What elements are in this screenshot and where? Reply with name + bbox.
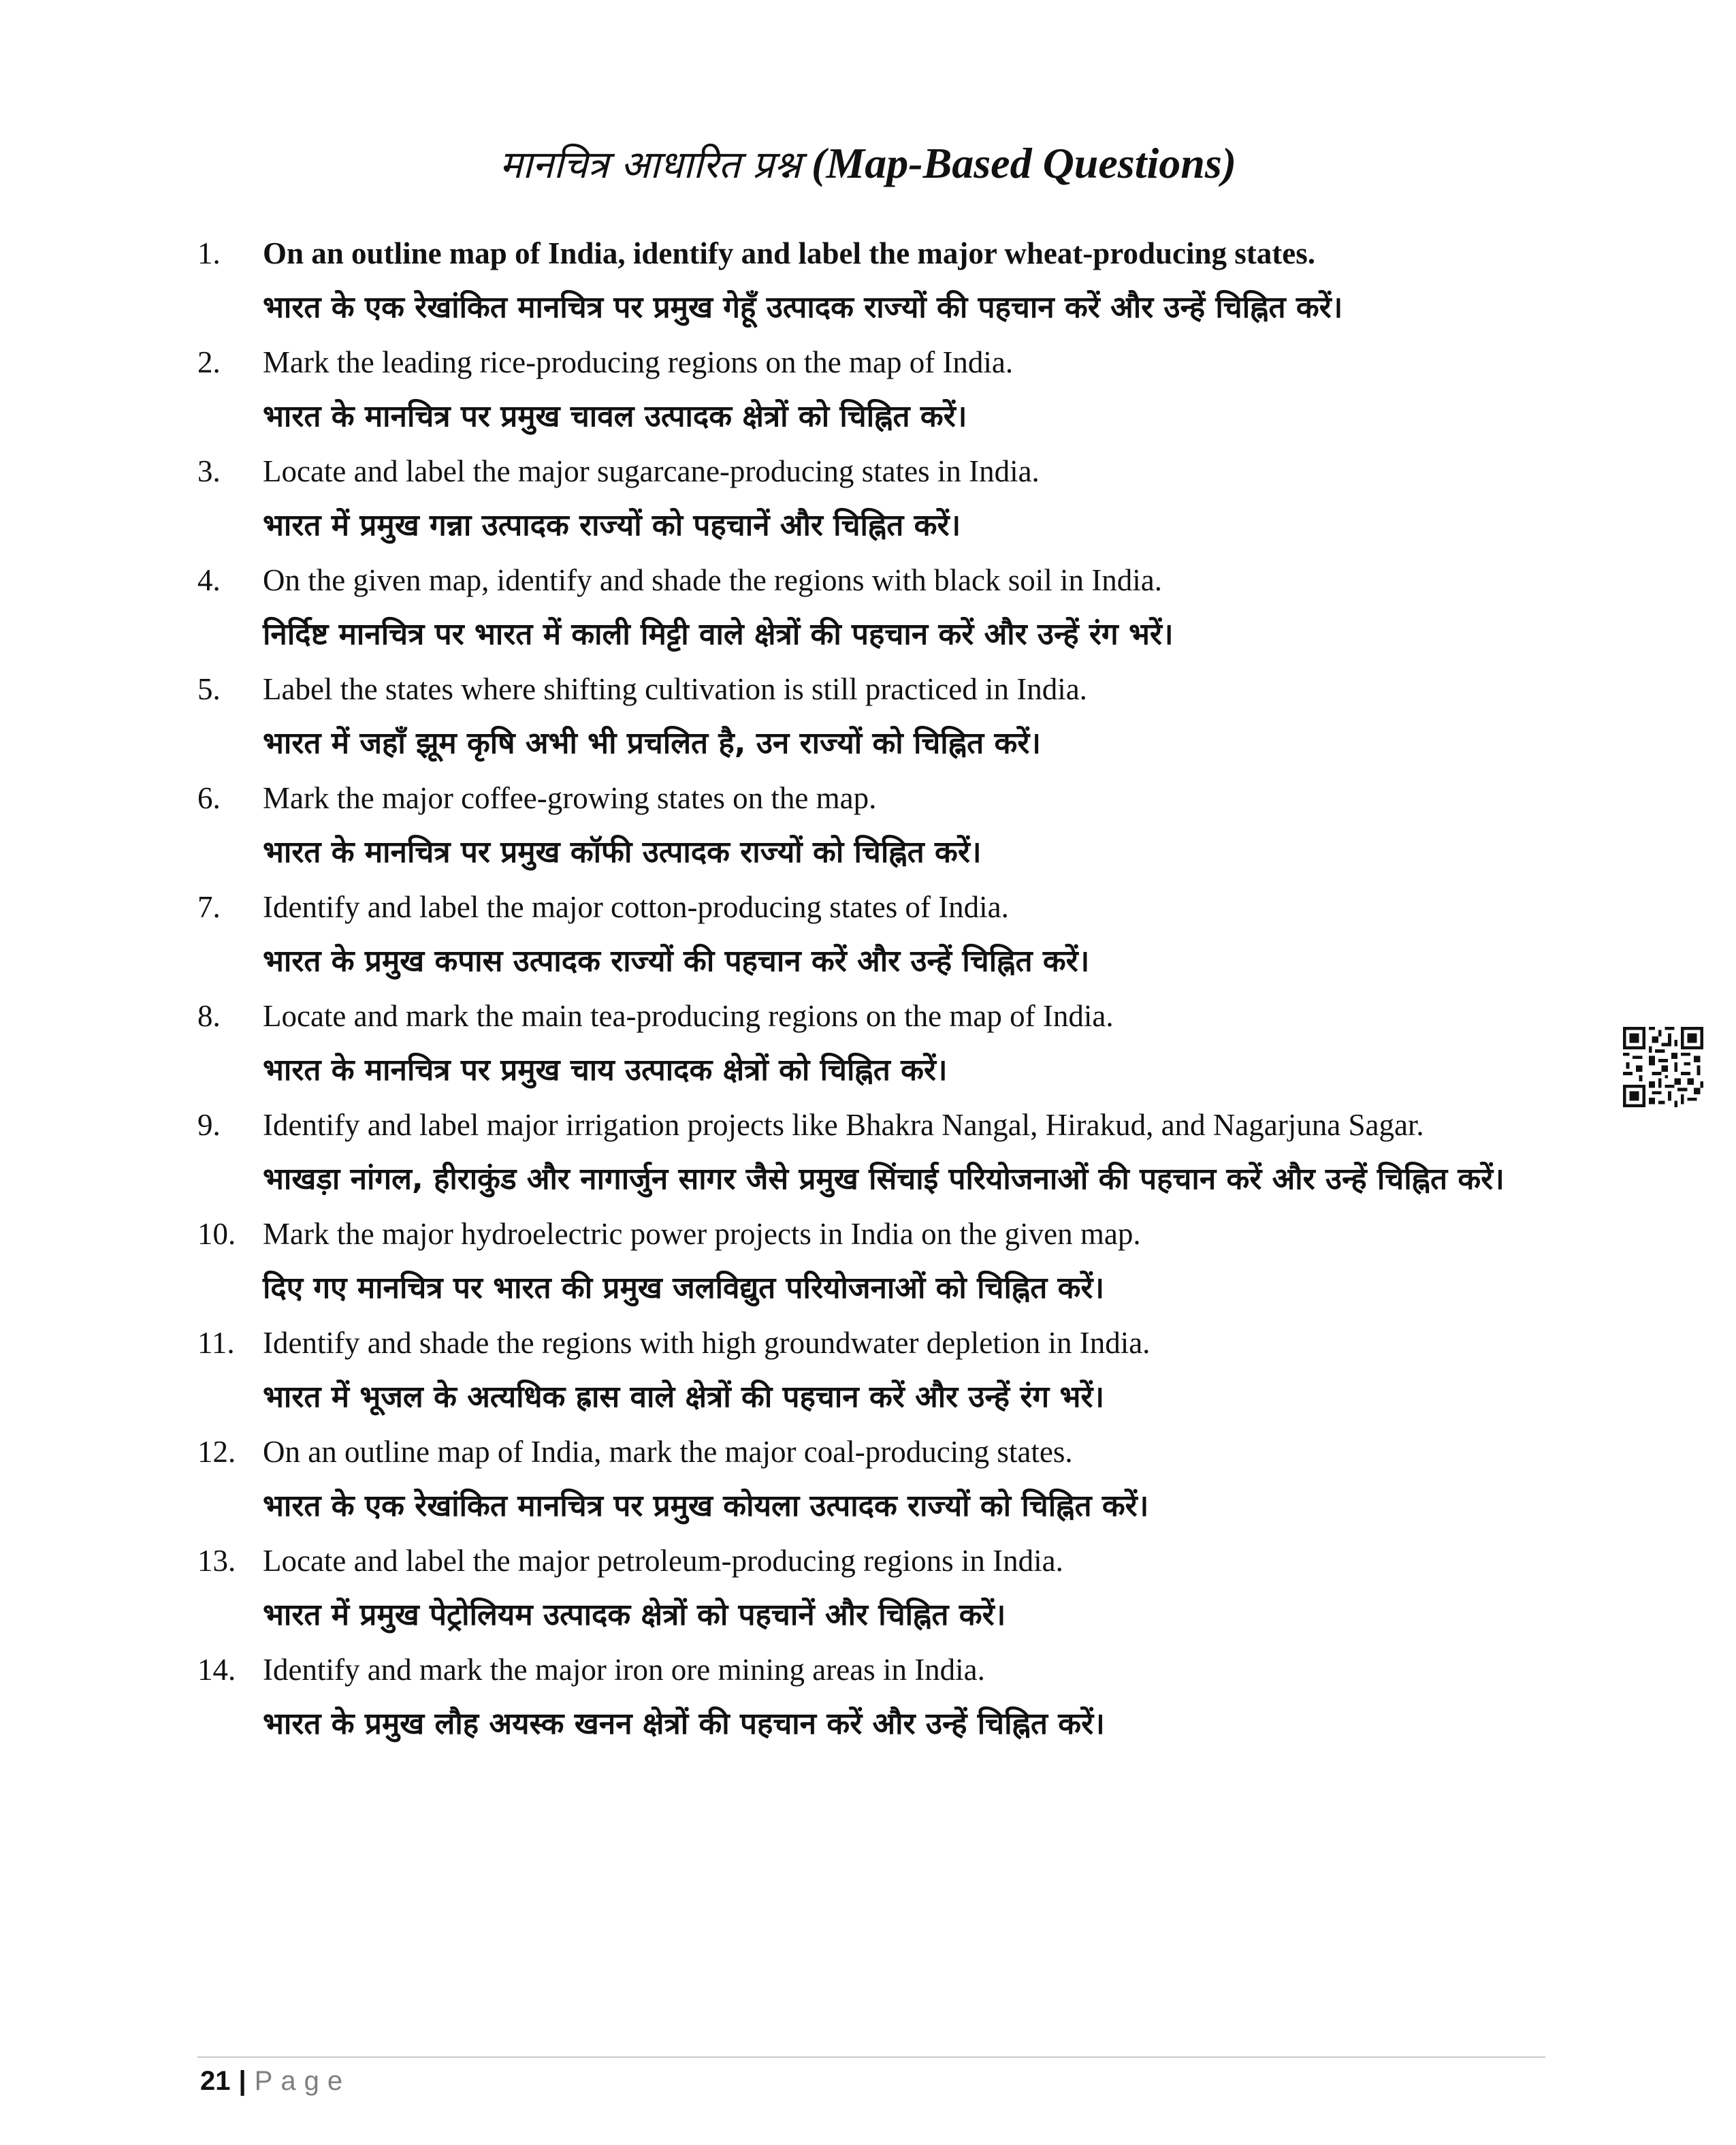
question-number: 8.: [197, 999, 221, 1033]
question-number: 1.: [197, 236, 221, 270]
question-english: Identify and shade the regions with high groundwater depletion in India.: [263, 1326, 1151, 1360]
question-hindi: भाखड़ा नांगल, हीराकुंड और नागार्जुन सागर जैसे प्रमुख सिंचाई परियोजनाओं की पहचान करें और उन्हें चिह्नित करें।: [263, 1162, 1505, 1196]
question-item-8: [197, 994, 1559, 1103]
question-hindi: भारत में भूजल के अत्यधिक ह्रास वाले क्षेत्रों की पहचान करें और उन्हें रंग भरें।: [263, 1380, 1105, 1414]
question-item-11: [197, 1321, 1559, 1430]
question-hindi: भारत में प्रमुख गन्ना उत्पादक राज्यों को पहचानें और चिह्नित करें।: [263, 508, 961, 543]
question-item-14: [197, 1648, 1559, 1757]
question-english: Identify and label major irrigation projects like Bhakra Nangal, Hirakud, and Nagarjuna Sagar.: [263, 1108, 1424, 1142]
qr-code-icon: [1623, 1027, 1703, 1107]
question-english: On an outline map of India, identify and label the major wheat-producing states.: [263, 236, 1315, 270]
question-hindi: भारत के मानचित्र पर प्रमुख चावल उत्पादक क्षेत्रों को चिह्नित करें।: [263, 399, 967, 434]
question-item-5: [197, 667, 1559, 776]
question-english: Mark the major coffee-growing states on the map.: [263, 781, 877, 815]
question-item-2: [197, 340, 1559, 449]
page-label: Page: [254, 2066, 351, 2096]
question-english: Locate and label the major petroleum-producing regions in India.: [263, 1544, 1063, 1578]
question-english: Identify and label the major cotton-producing states of India.: [263, 890, 1009, 924]
question-item-12: [197, 1430, 1559, 1539]
question-hindi: भारत के मानचित्र पर प्रमुख चाय उत्पादक क्षेत्रों को चिह्नित करें।: [263, 1053, 948, 1087]
question-number: 12.: [197, 1435, 236, 1469]
question-item-3: [197, 449, 1559, 558]
question-number: 13.: [197, 1544, 236, 1578]
question-hindi: भारत के प्रमुख कपास उत्पादक राज्यों की पहचान करें और उन्हें चिह्नित करें।: [263, 944, 1090, 979]
question-hindi: भारत के एक रेखांकित मानचित्र पर प्रमुख गेहूँ उत्पादक राज्यों की पहचान करें और उन्हें चिह्नित करें।: [263, 290, 1343, 325]
page-title-english: (Map-Based Questions): [811, 139, 1237, 187]
question-number: 9.: [197, 1108, 221, 1142]
question-hindi: भारत में प्रमुख पेट्रोलियम उत्पादक क्षेत्रों को पहचानें और चिह्नित करें।: [263, 1598, 1006, 1632]
question-list: [197, 232, 1559, 1757]
question-number: 4.: [197, 563, 221, 597]
question-number: 6.: [197, 781, 221, 815]
question-hindi: दिए गए मानचित्र पर भारत की प्रमुख जलविद्युत परियोजनाओं को चिह्नित करें।: [263, 1271, 1105, 1305]
question-number: 5.: [197, 672, 221, 706]
question-number: 11.: [197, 1326, 235, 1360]
question-english: Label the states where shifting cultivation is still practiced in India.: [263, 672, 1087, 706]
question-number: 14.: [197, 1653, 236, 1687]
question-english: Locate and label the major sugarcane-producing states in India.: [263, 454, 1040, 488]
question-item-4: [197, 558, 1559, 667]
question-hindi: निर्दिष्ट मानचित्र पर भारत में काली मिट्टी वाले क्षेत्रों की पहचान करें और उन्हें रंग भरें।: [263, 617, 1174, 652]
page-separator: |: [238, 2066, 246, 2096]
question-english: On an outline map of India, mark the major coal-producing states.: [263, 1435, 1073, 1469]
question-number: 2.: [197, 345, 221, 379]
question-item-10: [197, 1212, 1559, 1321]
question-hindi: भारत के एक रेखांकित मानचित्र पर प्रमुख कोयला उत्पादक राज्यों को चिह्नित करें।: [263, 1489, 1149, 1523]
question-item-1: [197, 232, 1559, 340]
question-item-9: [197, 1103, 1559, 1212]
footer-divider: [197, 2056, 1545, 2058]
question-hindi: भारत में जहाँ झूम कृषि अभी भी प्रचलित है, उन राज्यों को चिह्नित करें।: [263, 726, 1041, 761]
question-number: 10.: [197, 1217, 236, 1251]
page-number: 21: [200, 2066, 231, 2096]
question-english: On the given map, identify and shade the regions with black soil in India.: [263, 563, 1162, 597]
question-item-6: [197, 776, 1559, 885]
question-number: 3.: [197, 454, 221, 488]
question-item-7: [197, 885, 1559, 994]
question-english: Identify and mark the major iron ore mining areas in India.: [263, 1653, 985, 1687]
question-english: Mark the major hydroelectric power projects in India on the given map.: [263, 1217, 1141, 1251]
question-hindi: भारत के प्रमुख लौह अयस्क खनन क्षेत्रों की पहचान करें और उन्हें चिह्नित करें।: [263, 1706, 1105, 1741]
question-english: Mark the leading rice-producing regions on the map of India.: [263, 345, 1014, 379]
page-title: [0, 136, 1736, 193]
question-hindi: भारत के मानचित्र पर प्रमुख कॉफी उत्पादक राज्यों को चिह्नित करें।: [263, 835, 982, 870]
page-footer: [200, 2063, 351, 2099]
question-number: 7.: [197, 890, 221, 924]
question-english: Locate and mark the main tea-producing regions on the map of India.: [263, 999, 1114, 1033]
question-item-13: [197, 1539, 1559, 1648]
page-title-hindi: मानचित्र आधारित प्रश्न: [499, 143, 801, 187]
